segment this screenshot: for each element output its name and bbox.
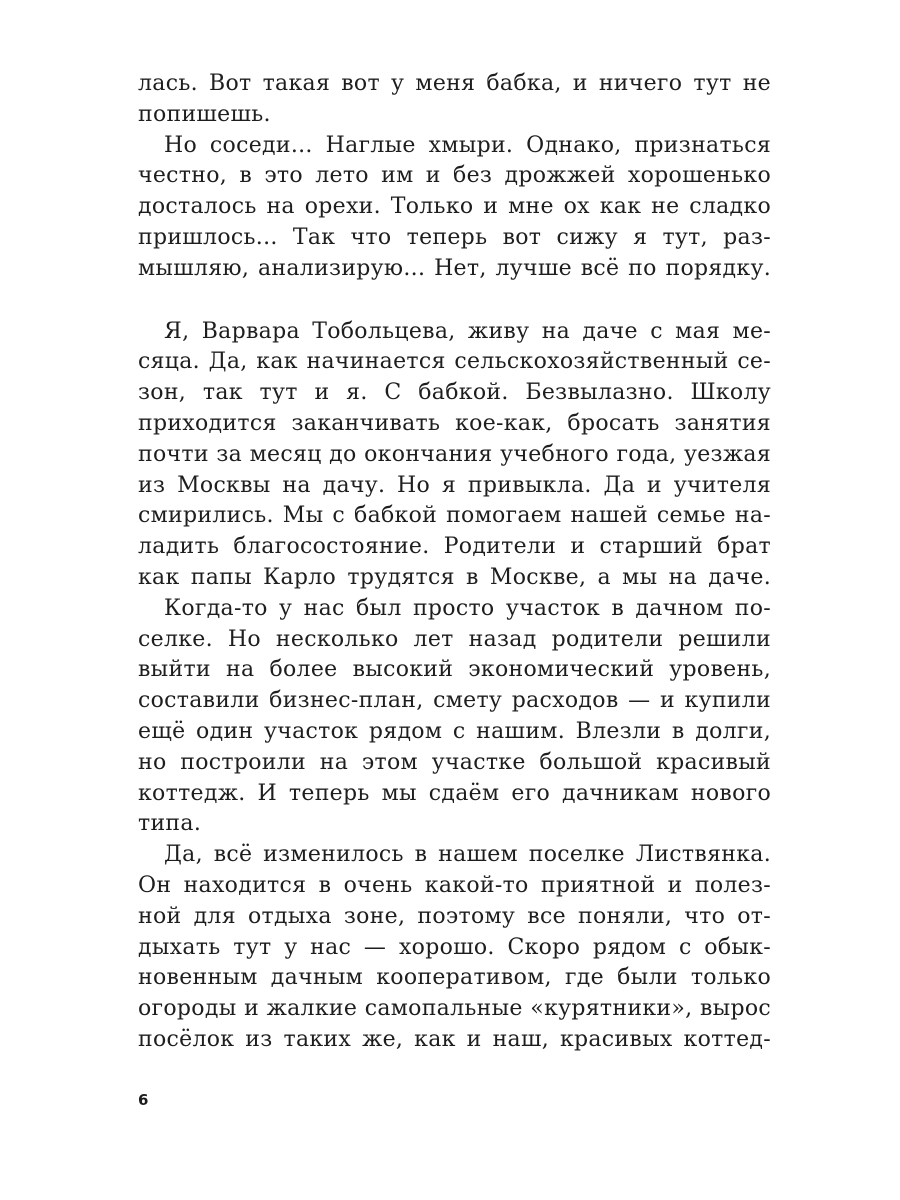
text-line: ещё один участок рядом с нашим. Влезли в долги, <box>138 718 771 744</box>
text-block <box>138 69 771 1056</box>
text-line: огороды и жалкие самопальные «курятники», вырос <box>138 996 771 1022</box>
text-line: зон, так тут и я. С бабкой. Безвылазно. Школу <box>138 380 771 406</box>
text-line: составили бизнес-план, смету расходов — и купили <box>138 688 771 714</box>
text-line: Да, всё изменилось в нашем поселке Листвянка. <box>164 842 771 868</box>
text-line: ладить благосостояние. Родители и старший брат <box>138 534 771 560</box>
text-line: Он находится в очень какой-то приятной и полез- <box>138 872 771 898</box>
text-line: посёлок из таких же, как и наш, красивых коттед- <box>138 1026 771 1052</box>
text-line: ной для отдыха зоне, поэтому все поняли, что от- <box>138 903 771 929</box>
text-line: новенным дачным кооперативом, где были только <box>138 965 771 991</box>
text-line: досталось на орехи. Только и мне ох как не сладко <box>138 194 771 220</box>
text-line: пришлось... Так что теперь вот сижу я тут, раз- <box>138 224 771 250</box>
text-line: селке. Но несколько лет назад родители решили <box>138 626 771 652</box>
text-line: коттедж. И теперь мы сдаём его дачникам нового <box>138 780 771 806</box>
text-line: типа. <box>138 811 202 837</box>
text-line: приходится заканчивать кое-как, бросать занятия <box>138 410 771 436</box>
text-line: из Москвы на дачу. Но я привыкла. Да и учителя <box>138 472 771 498</box>
text-line: Когда-то у нас был просто участок в дачном по- <box>164 595 771 621</box>
text-line: выйти на более высокий экономический уровень, <box>138 657 771 683</box>
text-line: Я, Варвара Тобольцева, живу на даче с мая ме- <box>164 318 771 344</box>
text-line: Но соседи... Наглые хмыри. Однако, признаться <box>164 132 771 158</box>
text-line: сяца. Да, как начинается сельскохозяйственный се- <box>138 349 771 375</box>
text-line: лась. Вот такая вот у меня бабка, и ничего тут не <box>138 71 771 96</box>
text-line: почти за месяц до окончания учебного года, уезжая <box>138 441 771 467</box>
text-line: дыхать тут у нас — хорошо. Скоро рядом с обык- <box>138 934 771 960</box>
text-line: мышляю, анализирую... Нет, лучше всё по порядку. <box>138 255 771 281</box>
page-number: 6 <box>138 1091 149 1109</box>
text-line: попишешь. <box>138 101 271 127</box>
text-line: смирились. Мы с бабкой помогаем нашей семье на- <box>138 503 771 529</box>
text-line: как папы Карло трудятся в Москве, а мы на даче. <box>138 564 771 590</box>
text-line: честно, в это лето им и без дрожжей хорошенько <box>138 163 771 189</box>
text-line: но построили на этом участке большой красивый <box>138 749 771 775</box>
